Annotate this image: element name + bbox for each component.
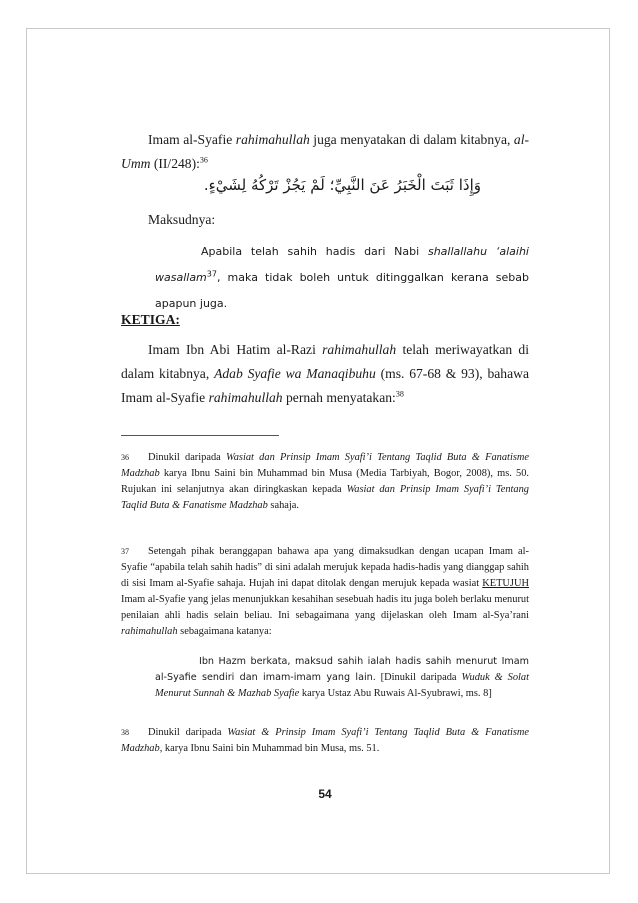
text: Apabila telah sahih hadis dari Nabi bbox=[201, 245, 428, 258]
translation-quote bbox=[155, 239, 529, 317]
footnote-divider bbox=[121, 435, 279, 436]
text: Setengah pihak beranggapan bahawa apa yang dimaksudkan dengan ucapan Imam al-Syafie “apabila telah sahih hadis” di sini adalah merujuk kepada hadis-hadis yang dianggap sahih di sisi Imam al-Syafie sahaja. Hujah ini dapat ditolak dengan merujuk kepada wasiat bbox=[121, 546, 529, 589]
paragraph-intro bbox=[121, 128, 529, 176]
maksudnya-label: Maksudnya: bbox=[148, 212, 216, 227]
text-italic: shallallahu ‘alaihi wasallam bbox=[155, 245, 529, 284]
text-italic: Wasiat & Prinsip Imam Syafi’i Tentang Taqlid Buta & Fanatisme Madzhab bbox=[121, 727, 529, 754]
footnote-37-quote bbox=[155, 654, 529, 702]
page-number: 54 bbox=[318, 787, 332, 801]
text-italic: Wasiat dan Prinsip Imam Syafi’i Tentang Taqlid Buta & Fanatisme Madzhab bbox=[121, 484, 529, 511]
text-italic: rahimahullah bbox=[208, 390, 283, 405]
text: juga menyatakan di dalam kitabnya, bbox=[309, 132, 514, 147]
text: (ms. 67-68 & 93), bahawa Imam al-Syafie bbox=[121, 366, 529, 405]
arabic-quote: وَإِذَا ثَبَتَ الْخَبَرُ عَنَ النَّبِيِّ؛ لَمْ يَجُزْ تَرْكُهُ لِشَيْءٍ. bbox=[203, 176, 481, 194]
text: Ibn Hazm berkata, maksud sahih ialah hadis sahih menurut Imam al-Syafie sendiri dan imam-imam yang lain. bbox=[155, 656, 529, 683]
text-italic: Wasiat dan Prinsip Imam Syafi’i Tentang Taqlid Buta & Fanatisme Madzhab bbox=[121, 452, 529, 479]
text: , maka tidak boleh untuk ditinggalkan kerana sebab apapun juga. bbox=[155, 271, 529, 310]
text-italic: rahimahullah bbox=[121, 626, 178, 637]
footnote-number: 36 bbox=[121, 453, 129, 462]
text: pernah menyatakan: bbox=[282, 390, 396, 405]
footnote-ref: 37 bbox=[206, 269, 217, 279]
text-italic: al-Umm bbox=[121, 132, 529, 171]
text-italic: rahimahullah bbox=[235, 132, 310, 147]
text-italic: Wuduk & Solat Menurut Sunnah & Mazhab Syafie bbox=[155, 672, 529, 699]
text: karya Ibnu Saini bin Muhammad bin Musa (Media Tarbiyah, Bogor, 2008), ms. 50. Rujukan ini selanjutnya akan diringkaskan kepada bbox=[121, 468, 529, 495]
text: [Dinukil daripada bbox=[375, 672, 462, 683]
paragraph-ketiga bbox=[121, 338, 529, 410]
section-heading: KETIGA: bbox=[121, 312, 180, 327]
footnote-ref: 36 bbox=[199, 155, 208, 165]
footnote-ref: 38 bbox=[395, 389, 404, 399]
text: telah meriwayatkan di dalam kitabnya, bbox=[121, 342, 530, 381]
text: (II/248): bbox=[150, 156, 200, 171]
text: sahaja. bbox=[267, 500, 299, 511]
text: sebagaimana katanya: bbox=[177, 626, 272, 637]
footnote-number: 37 bbox=[121, 547, 129, 556]
text: , karya Ibnu Saini bin Muhammad bin Musa, ms. 51. bbox=[159, 743, 380, 754]
text: Dinukil daripada bbox=[148, 452, 227, 463]
text-underlined: KETUJUH bbox=[482, 578, 529, 589]
text: Imam al-Syafie yang jelas menunjukkan kesahihan sesebuah hadis itu juga boleh berlaku menurut penilaian ahli hadis selain beliau. Ini sebagaimana yang dijelaskan oleh Imam al-Sya’rani bbox=[121, 594, 529, 621]
text-italic: rahimahullah bbox=[322, 342, 397, 357]
footnote-37 bbox=[121, 544, 529, 640]
text: karya Ustaz Abu Ruwais Al-Syubrawi, ms. 8] bbox=[299, 688, 492, 699]
footnote-36 bbox=[121, 450, 529, 514]
text: Imam al-Syafie bbox=[148, 132, 236, 147]
footnote-38 bbox=[121, 725, 529, 757]
footnote-number: 38 bbox=[121, 728, 129, 737]
text: Imam Ibn Abi Hatim al-Razi bbox=[148, 342, 323, 357]
text: Dinukil daripada bbox=[148, 727, 228, 738]
text-italic: Adab Syafie wa Manaqibuhu bbox=[214, 366, 376, 381]
